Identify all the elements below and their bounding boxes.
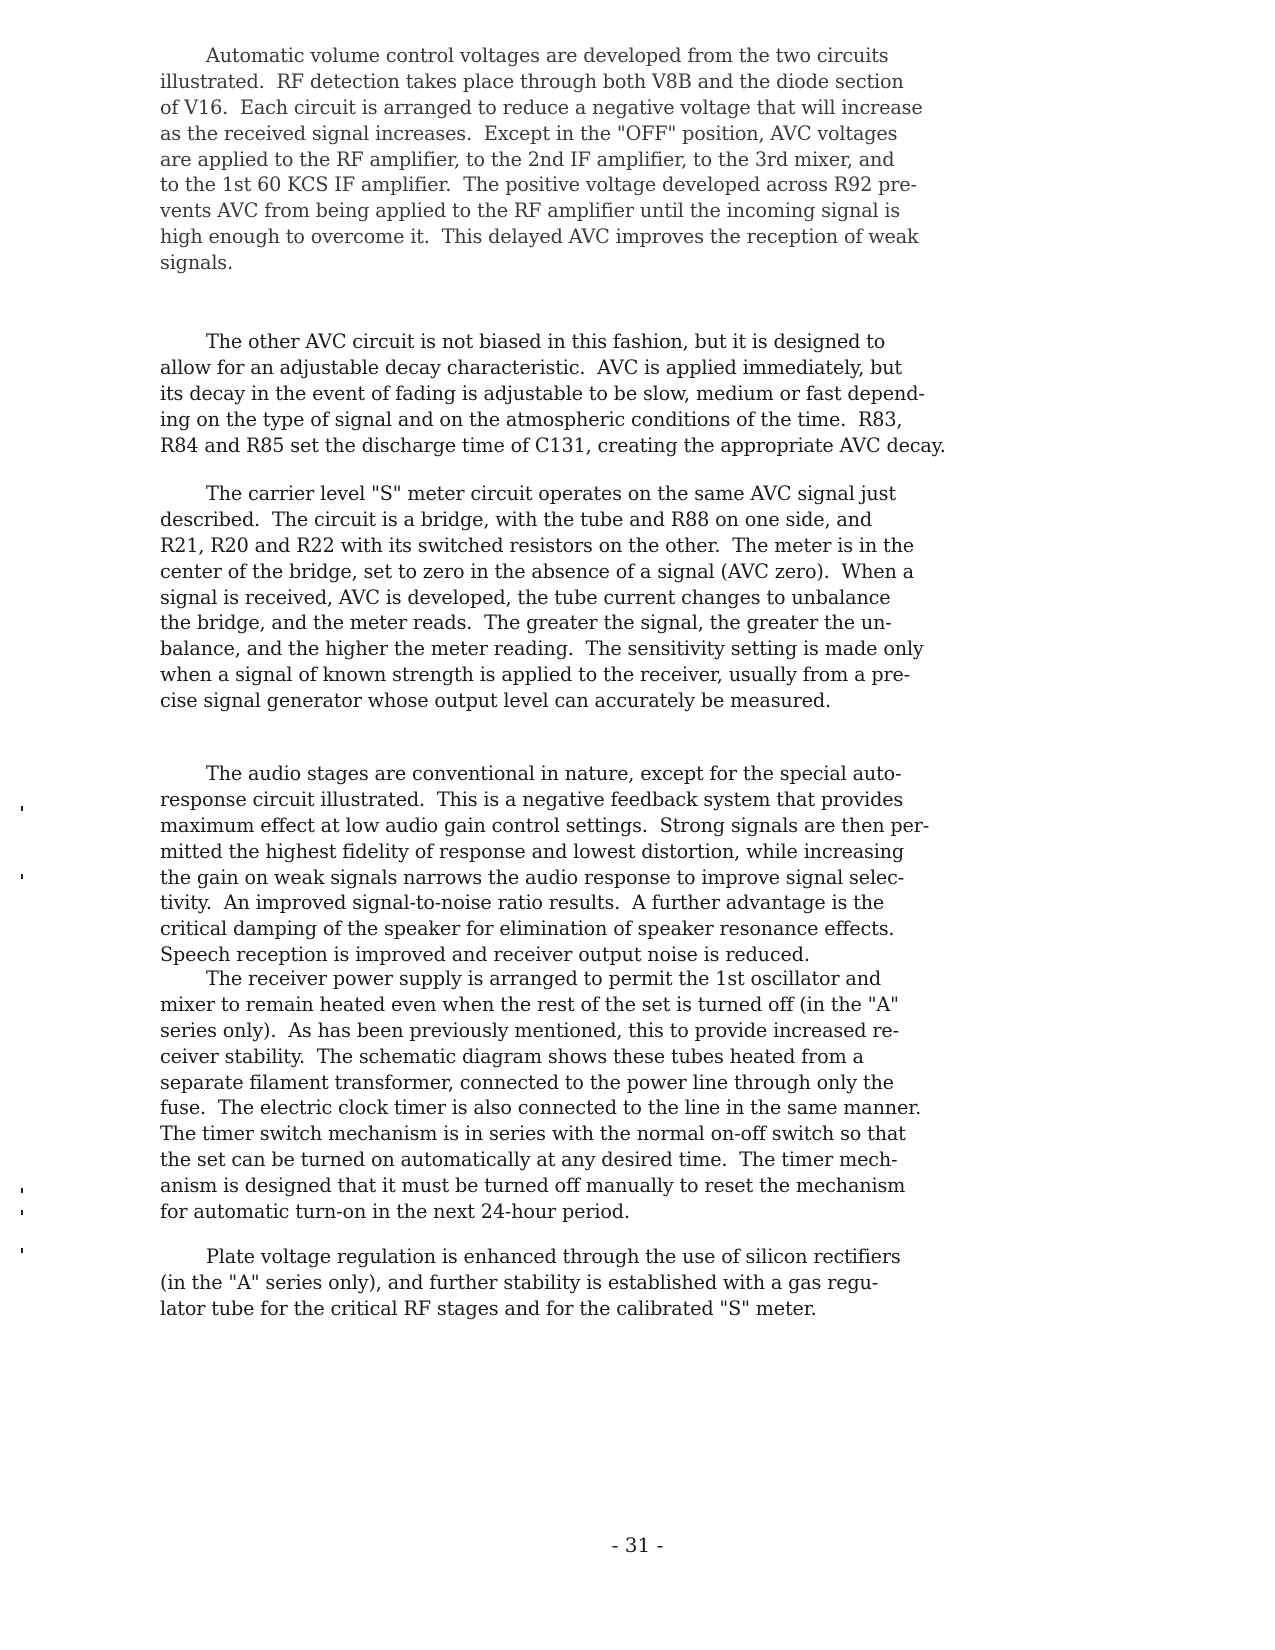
text-line: signal is received, AVC is developed, the tube current changes to unbalance bbox=[160, 585, 891, 609]
text-line: center of the bridge, set to zero in the absence of a signal (AVC zero). When a bbox=[160, 559, 914, 583]
paragraph-avc-decay bbox=[160, 329, 1080, 458]
text-line: mitted the highest fidelity of response and lowest distortion, while increasing bbox=[160, 839, 905, 863]
text-line: series only). As has been previously mentioned, this to provide increased re- bbox=[160, 1018, 899, 1042]
text-line: cise signal generator whose output level can accurately be measured. bbox=[160, 689, 831, 713]
text-line: are applied to the RF amplifier, to the 2nd IF amplifier, to the 3rd mixer, and bbox=[160, 147, 895, 171]
text-line: its decay in the event of fading is adjustable to be slow, medium or fast depend- bbox=[160, 381, 925, 405]
text-line: mixer to remain heated even when the rest of the set is turned off (in the "A" bbox=[160, 992, 899, 1016]
text-line: signals. bbox=[160, 251, 233, 275]
text-line: The carrier level "S" meter circuit operates on the same AVC signal just bbox=[206, 482, 896, 505]
paragraph-audio-stages bbox=[160, 761, 1080, 968]
text-line: tivity. An improved signal-to-noise ratio results. A further advantage is the bbox=[160, 891, 885, 915]
text-line: ceiver stability. The schematic diagram shows these tubes heated from a bbox=[160, 1044, 864, 1068]
text-line: The receiver power supply is arranged to permit the 1st oscillator and bbox=[206, 967, 882, 990]
text-line: illustrated. RF detection takes place through both V8B and the diode section bbox=[160, 69, 904, 93]
text-line: (in the "A" series only), and further stability is established with a gas regu- bbox=[160, 1270, 879, 1294]
text-line: anism is designed that it must be turned off manually to reset the mechanism bbox=[160, 1174, 906, 1198]
text-line: Automatic volume control voltages are developed from the two circuits bbox=[206, 44, 889, 67]
text-line: The audio stages are conventional in nature, except for the special auto- bbox=[206, 762, 902, 785]
text-line: response circuit illustrated. This is a negative feedback system that provides bbox=[160, 787, 904, 811]
paragraph-plate-voltage bbox=[160, 1244, 1080, 1322]
text-line: the bridge, and the meter reads. The greater the signal, the greater the un- bbox=[160, 611, 892, 635]
scan-speck bbox=[21, 874, 23, 879]
text-line: critical damping of the speaker for elimination of speaker resonance effects. bbox=[160, 917, 895, 941]
text-line: as the received signal increases. Except in the "OFF" position, AVC voltages bbox=[160, 121, 898, 145]
text-line: to the 1st 60 KCS IF amplifier. The positive voltage developed across R92 pre- bbox=[160, 173, 917, 197]
text-line: of V16. Each circuit is arranged to reduce a negative voltage that will increase bbox=[160, 95, 923, 119]
text-line: separate filament transformer, connected to the power line through only the bbox=[160, 1070, 894, 1094]
paragraph-automatic-volume-control bbox=[160, 43, 1080, 276]
text-line: described. The circuit is a bridge, with the tube and R88 on one side, and bbox=[160, 507, 873, 531]
text-line: R21, R20 and R22 with its switched resistors on the other. The meter is in the bbox=[160, 533, 914, 557]
text-line: Plate voltage regulation is enhanced through the use of silicon rectifiers bbox=[206, 1245, 901, 1268]
text-line: vents AVC from being applied to the RF amplifier until the incoming signal is bbox=[160, 199, 901, 223]
page-number: - 31 - bbox=[611, 1533, 664, 1557]
paragraph-s-meter bbox=[160, 481, 1080, 714]
text-line: fuse. The electric clock timer is also connected to the line in the same manner. bbox=[160, 1096, 922, 1120]
text-line: The other AVC circuit is not biased in this fashion, but it is designed to bbox=[206, 330, 886, 353]
text-line: allow for an adjustable decay characteristic. AVC is applied immediately, but bbox=[160, 355, 902, 379]
text-line: the gain on weak signals narrows the audio response to improve signal selec- bbox=[160, 865, 905, 889]
text-line: balance, and the higher the meter reading. The sensitivity setting is made only bbox=[160, 637, 924, 661]
text-line: maximum effect at low audio gain control settings. Strong signals are then per- bbox=[160, 813, 930, 837]
text-line: Speech reception is improved and receiver output noise is reduced. bbox=[160, 943, 810, 967]
text-line: for automatic turn-on in the next 24-hour period. bbox=[160, 1200, 630, 1224]
scan-speck bbox=[21, 1248, 23, 1253]
text-line: lator tube for the critical RF stages and for the calibrated "S" meter. bbox=[160, 1296, 817, 1320]
text-line: The timer switch mechanism is in series with the normal on-off switch so that bbox=[160, 1122, 906, 1146]
scan-speck bbox=[21, 806, 23, 811]
scan-speck bbox=[21, 1188, 23, 1193]
text-line: ing on the type of signal and on the atmospheric conditions of the time. R83, bbox=[160, 407, 903, 431]
text-line: R84 and R85 set the discharge time of C131, creating the appropriate AVC decay. bbox=[160, 433, 946, 457]
text-line: when a signal of known strength is applied to the receiver, usually from a pre- bbox=[160, 663, 911, 687]
paragraph-power-supply bbox=[160, 966, 1080, 1225]
scan-speck bbox=[21, 1210, 23, 1215]
text-line: high enough to overcome it. This delayed AVC improves the reception of weak bbox=[160, 225, 919, 249]
text-line: the set can be turned on automatically at any desired time. The timer mech- bbox=[160, 1148, 898, 1172]
